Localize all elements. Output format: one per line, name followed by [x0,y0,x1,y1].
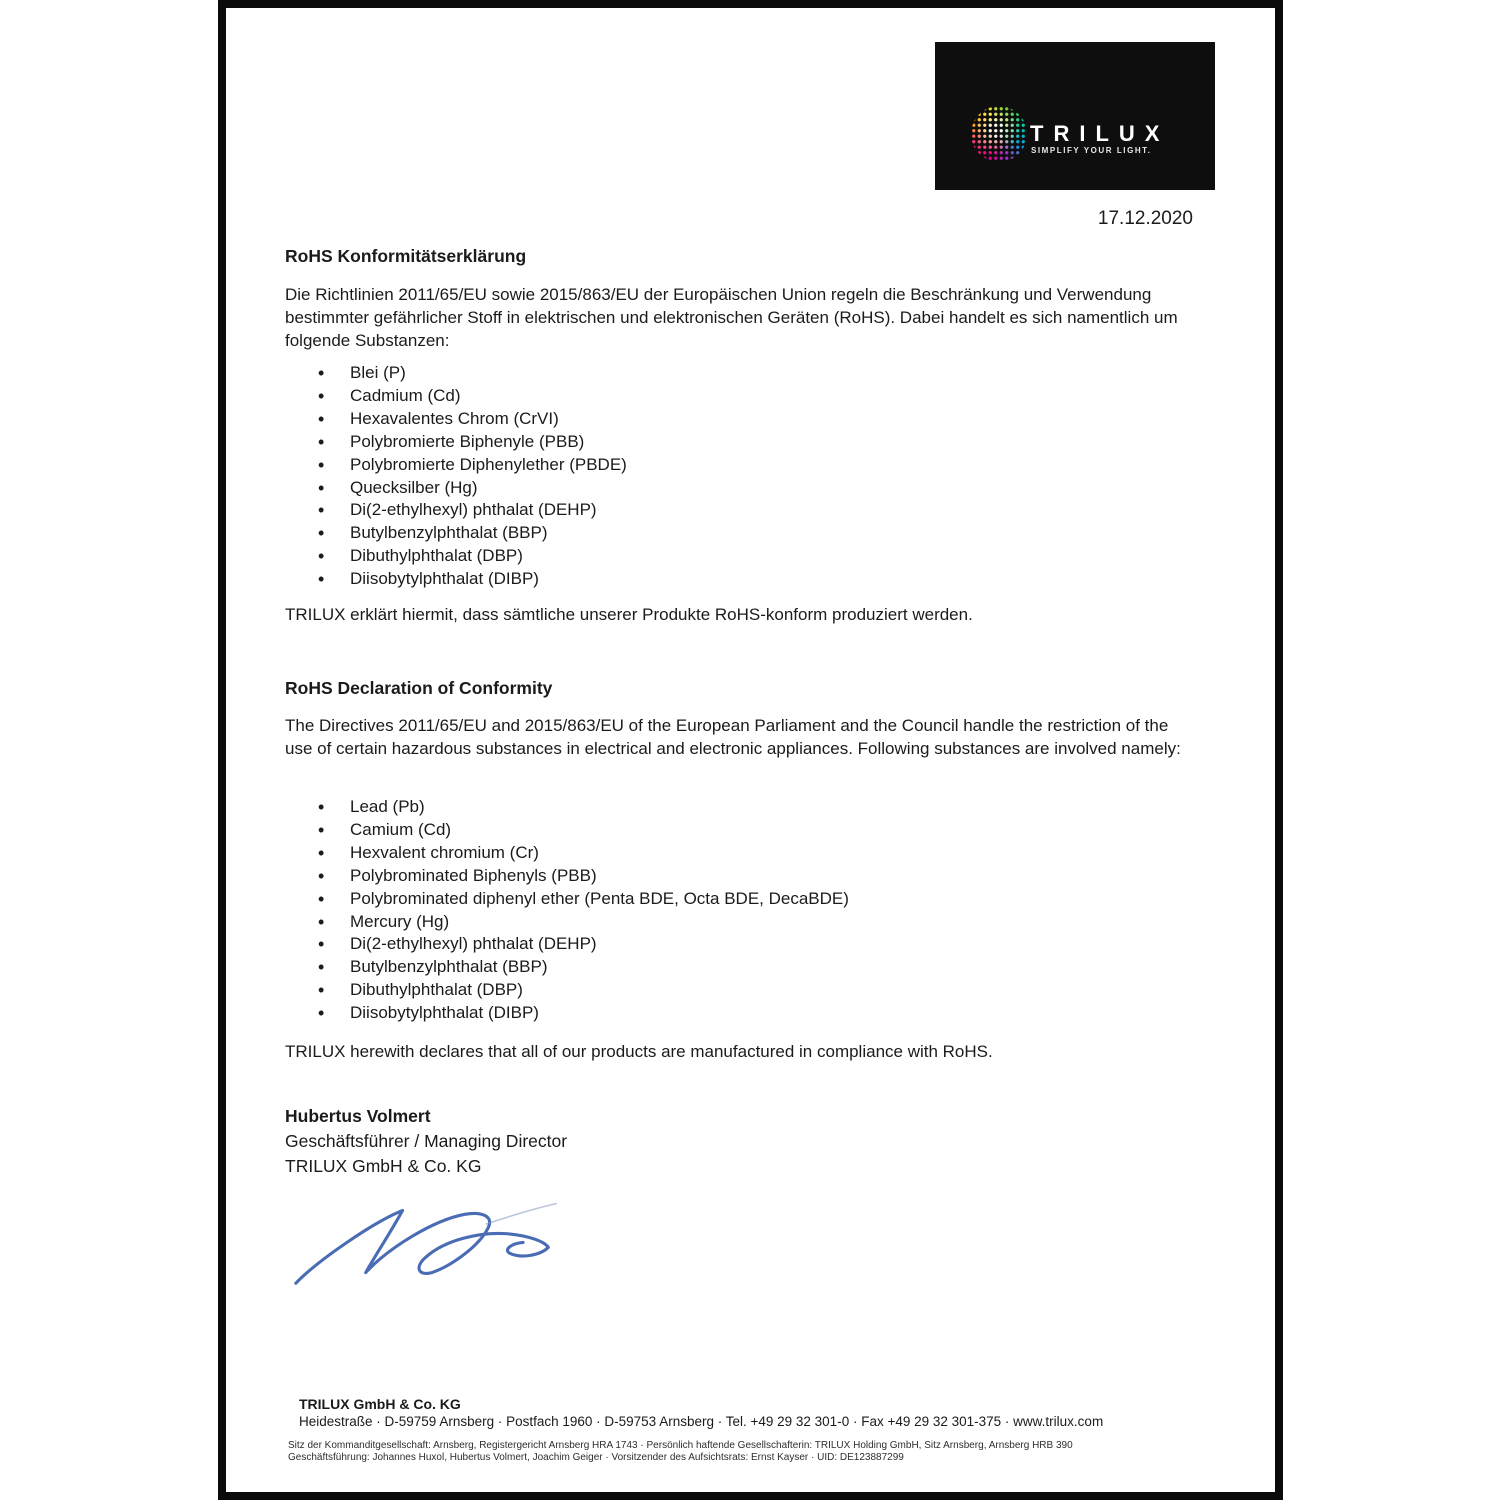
signature-block [285,1104,567,1179]
substance-label: Mercury (Hg) [350,911,450,931]
letterhead-footer [285,1396,1200,1464]
german-section-heading: RoHS Konformitätserklärung [285,246,527,266]
german-substance-list [285,362,1200,591]
english-substance-list [285,796,1200,1025]
substance-list-item [285,522,1200,545]
substance-list-item [285,819,1200,842]
substance-list-item [285,477,1200,500]
substance-label: Polybromierte Biphenyle (PBB) [350,431,585,451]
substance-list-item [285,956,1200,979]
substance-list-item [285,911,1200,934]
substance-list-item [285,431,1200,454]
english-section-heading: RoHS Declaration of Conformity [285,678,553,698]
english-closing-statement: TRILUX herewith declares that all of our products are manufactured in compliance with RoHS. [285,1042,993,1061]
german-intro-paragraph: Die Richtlinien 2011/65/EU sowie 2015/863/EU der Europäischen Union regeln die Beschränkung und Verwendung bestimmter gefährlicher Stoff in elektrischen und elektronischen Geräten (RoHS). Dabei handelt es sich namentlich um folgende Substanzen: [285,285,1178,350]
substance-label: Cadmium (Cd) [350,385,461,405]
substance-label: Polybromierte Diphenylether (PBDE) [350,454,627,474]
substance-label: Diisobytylphthalat (DIBP) [350,569,539,589]
substance-list-item [285,865,1200,888]
substance-label: Polybrominated Biphenyls (PBB) [350,865,597,885]
substance-list-item [285,545,1200,568]
footer-legal-line-1: Sitz der Kommanditgesellschaft: Arnsberg, Registergericht Arnsberg HRA 1743 · Persönlich haftende Gesellschafterin: TRILUX Holding GmbH, Sitz Arnsberg, Arnsberg HRB 390 [288,1440,1073,1451]
substance-label: Butylbenzylphthalat (BBP) [350,523,548,543]
substance-list-item [285,933,1200,956]
substance-label: Blei (P) [350,363,406,382]
substance-label: Butylbenzylphthalat (BBP) [350,957,548,977]
letter-body [285,8,1200,1492]
substance-label: Dibuthylphthalat (DBP) [350,546,523,566]
logo-brand-text: TRILUX [1030,121,1170,146]
substance-list-item [285,888,1200,911]
signatory-company: TRILUX GmbH & Co. KG [285,1156,482,1176]
document-page [218,0,1283,1500]
substance-list-item [285,362,1200,385]
german-closing-statement: TRILUX erklärt hiermit, dass sämtliche unserer Produkte RoHS-konform produziert werden. [285,605,973,624]
substance-label: Polybrominated diphenyl ether (Penta BDE, Octa BDE, DecaBDE) [350,888,849,908]
logo-tagline: SIMPLIFY YOUR LIGHT. [1031,146,1152,155]
substance-label: Lead (Pb) [350,797,425,816]
substance-list-item [285,454,1200,477]
signatory-name: Hubertus Volmert [285,1106,431,1126]
substance-label: Hexvalent chromium (Cr) [350,842,539,862]
substance-list-item [285,979,1200,1002]
substance-list-item [285,842,1200,865]
footer-legal-line-2: Geschäftsführung: Johannes Huxol, Hubertus Volmert, Joachim Geiger · Vorsitzender des Aufsichtsrats: Ernst Kayser · UID: DE123887299 [288,1452,904,1463]
english-intro-paragraph: The Directives 2011/65/EU and 2015/863/EU of the European Parliament and the Council handle the restriction of the use of certain hazardous substances in electrical and electronic appliances. Following substances are involved namely: [285,716,1181,758]
substance-list-item [285,499,1200,522]
substance-list-item [285,1002,1200,1025]
footer-company: TRILUX GmbH & Co. KG [299,1396,461,1412]
signatory-title: Geschäftsführer / Managing Director [285,1131,568,1151]
substance-label: Quecksilber (Hg) [350,477,478,497]
substance-list-item [285,568,1200,591]
substance-label: Camium (Cd) [350,819,452,839]
substance-list-item [285,385,1200,408]
substance-list-item [285,408,1200,431]
substance-label: Di(2-ethylhexyl) phthalat (DEHP) [350,934,597,954]
substance-label: Dibuthylphthalat (DBP) [350,980,523,1000]
handwritten-signature-icon [287,1191,561,1293]
substance-label: Diisobytylphthalat (DIBP) [350,1003,539,1023]
footer-address-line: Heidestraße · D-59759 Arnsberg · Postfach 1960 · D-59753 Arnsberg · Tel. +49 29 32 301-0 · Fax +49 29 32 301-375 · www.trilux.com [299,1414,1104,1429]
substance-label: Hexavalentes Chrom (CrVI) [350,408,559,428]
substance-list-item [285,796,1200,819]
substance-label: Di(2-ethylhexyl) phthalat (DEHP) [350,500,597,520]
document-date: 17.12.2020 [1097,208,1193,229]
